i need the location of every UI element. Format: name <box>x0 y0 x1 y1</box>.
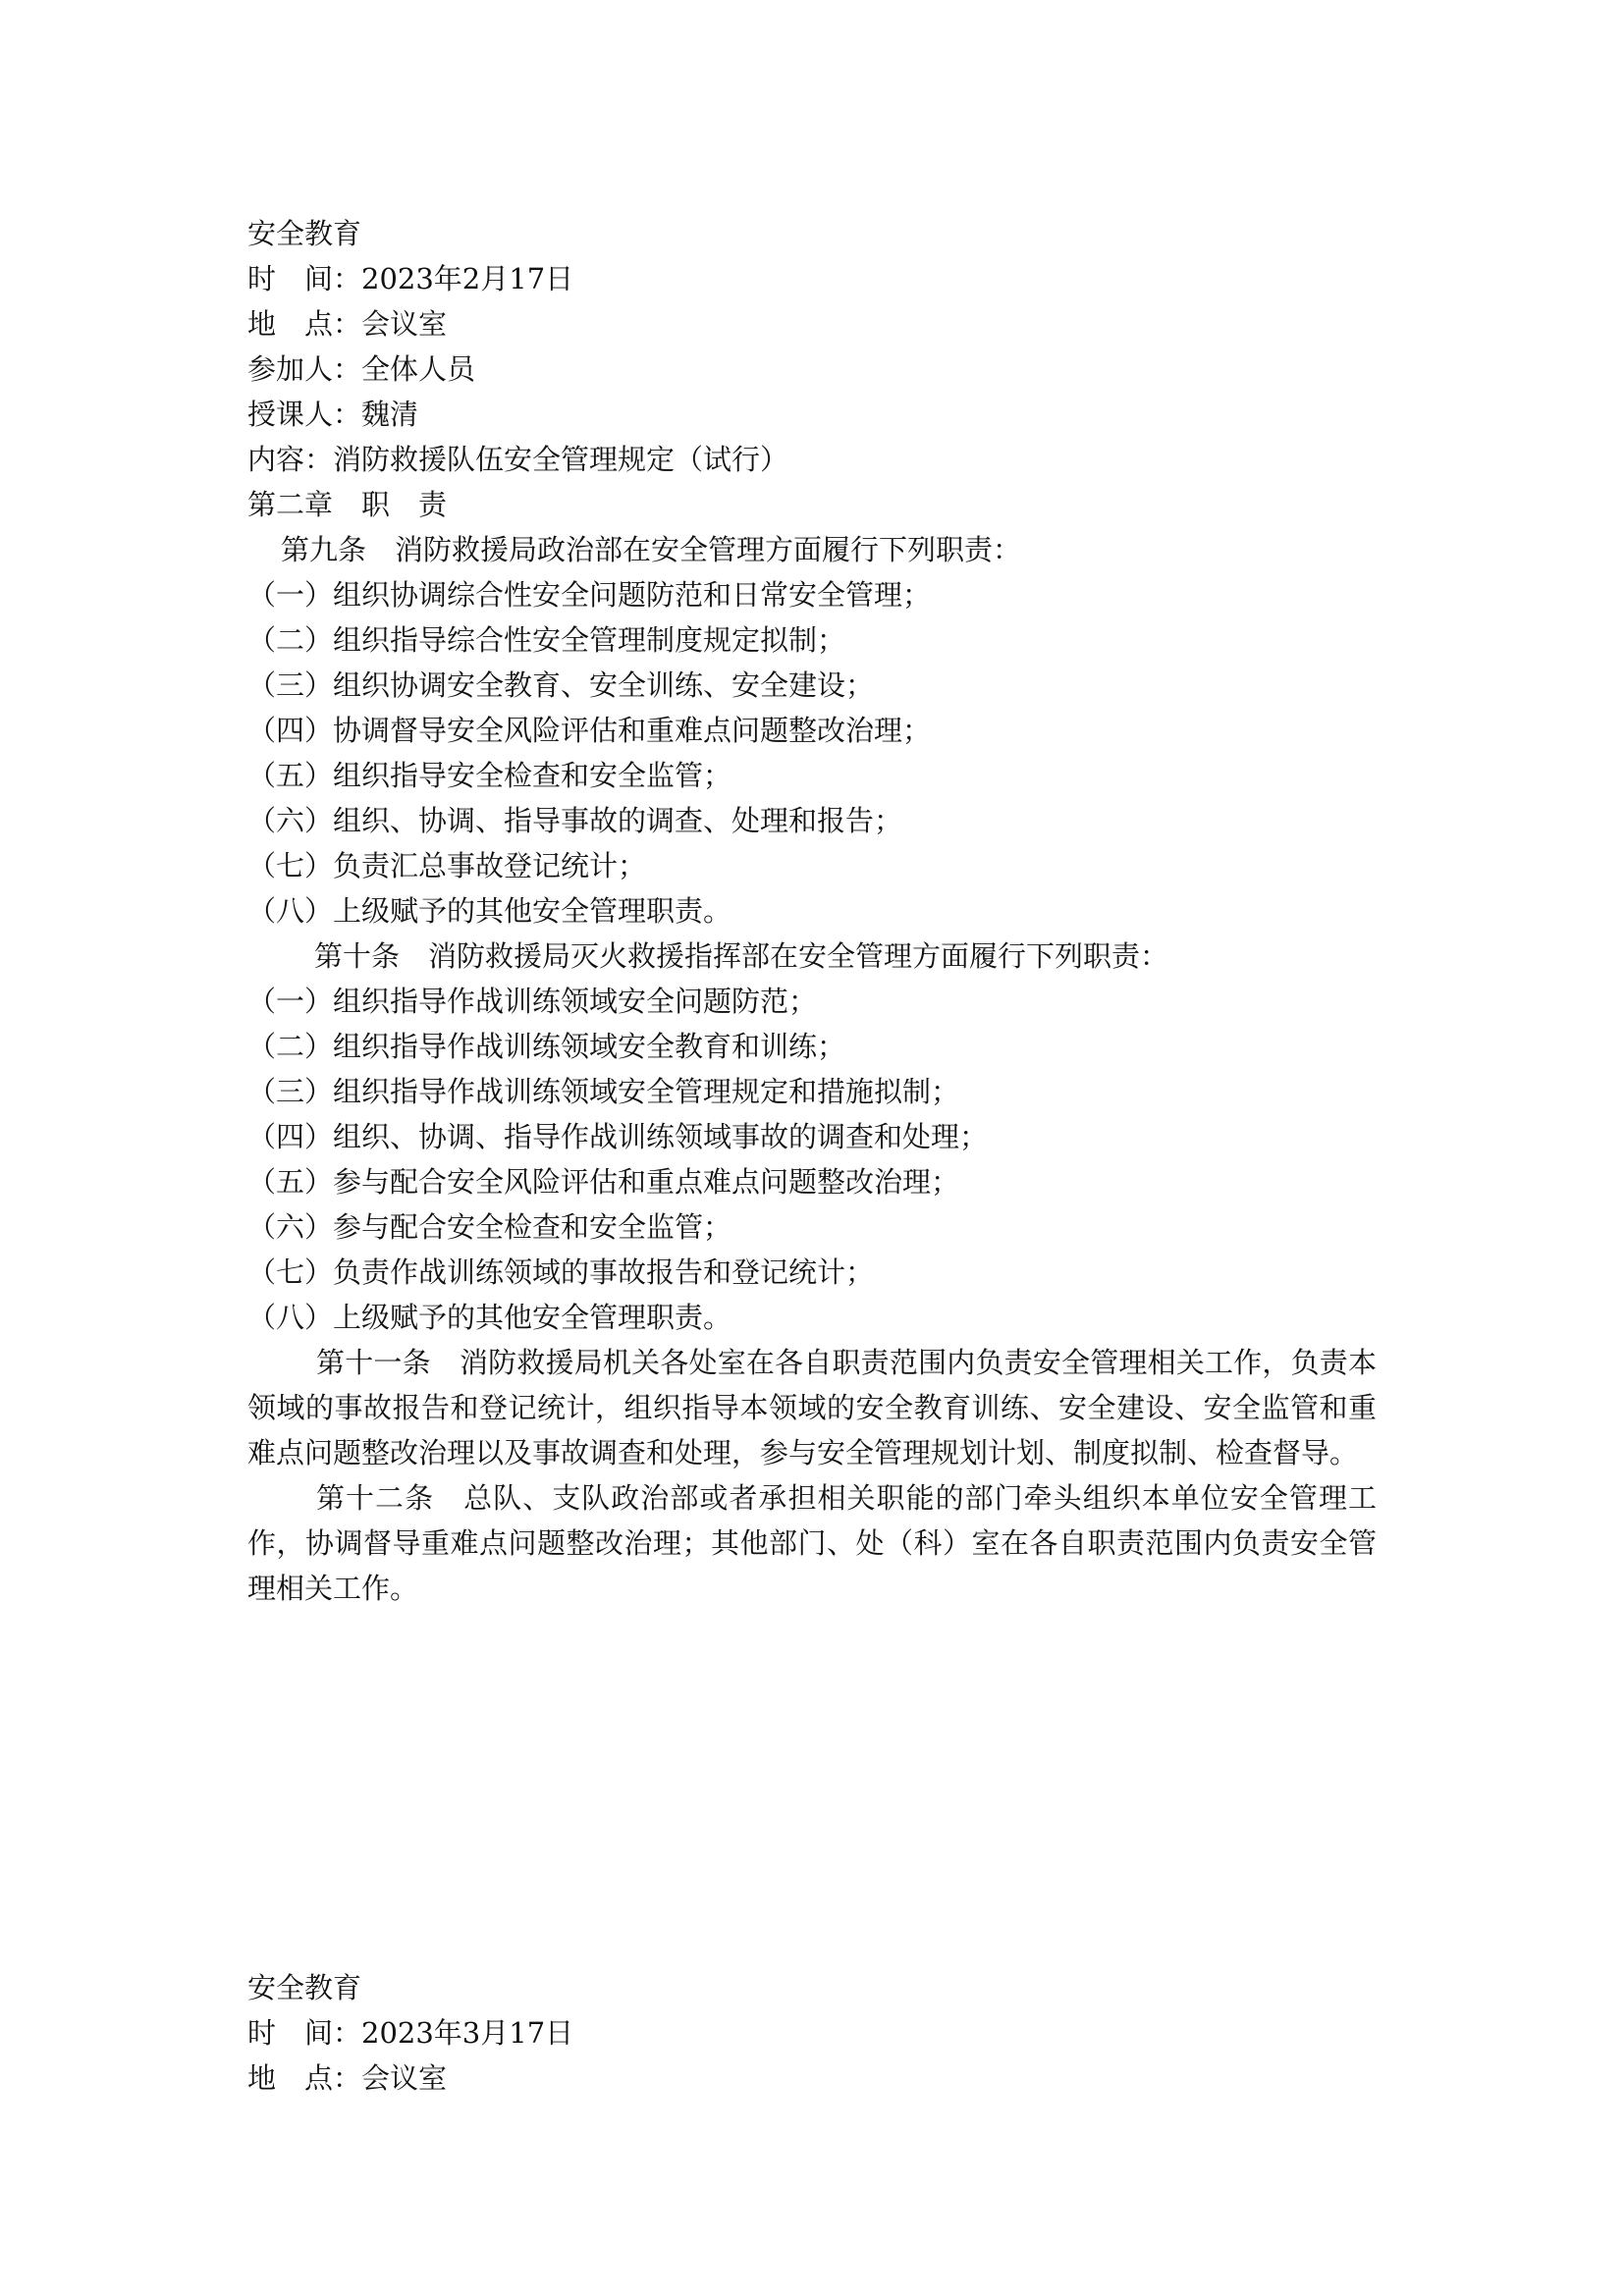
article-10-item: （六）参与配合安全检查和安全监管； <box>247 1210 732 1244</box>
record-title: 安全教育 <box>247 1971 362 2004</box>
article-12: 第十二条 总队、支队政治部或者承担相关职能的部门牵头组织本单位安全管理工作，协调督导重难点问题整改治理；其他部门、处（科）室在各自职责范围内负责安全管理相关工作。 <box>247 1481 1377 1605</box>
record-1 <box>247 211 1377 1611</box>
article-9-item: （七）负责汇总事故登记统计； <box>247 849 647 882</box>
article-10-item: （三）组织指导作战训练领域安全管理规定和措施拟制； <box>247 1075 960 1108</box>
record-place: 地 点：会议室 <box>247 2061 448 2095</box>
article-9-heading: 第九条 消防救援局政治部在安全管理方面履行下列职责： <box>281 533 1022 566</box>
article-9-item: （八）上级赋予的其他安全管理职责。 <box>247 894 732 928</box>
chapter-heading: 第二章 职 责 <box>247 488 448 521</box>
article-9-item: （六）组织、协调、指导事故的调查、处理和报告； <box>247 804 903 837</box>
article-9-item: （五）组织指导安全检查和安全监管； <box>247 759 732 792</box>
record-lecturer: 授课人：魏清 <box>247 398 419 431</box>
article-10-item: （一）组织指导作战训练领域安全问题防范； <box>247 985 818 1018</box>
article-10-item: （七）负责作战训练领域的事故报告和登记统计； <box>247 1255 875 1289</box>
article-9-item: （三）组织协调安全教育、安全训练、安全建设； <box>247 668 875 702</box>
record-2 <box>247 1965 1377 2101</box>
record-time: 时 间：2023年3月17日 <box>247 2016 574 2050</box>
article-10-heading: 第十条 消防救援局灭火救援指挥部在安全管理方面履行下列职责： <box>314 939 1169 973</box>
record-content: 内容：消防救援队伍安全管理规定（试行） <box>247 443 789 476</box>
article-10-item: （五）参与配合安全风险评估和重点难点问题整改治理； <box>247 1165 960 1199</box>
article-10-item: （四）组织、协调、指导作战训练领域事故的调查和处理； <box>247 1120 989 1153</box>
article-10-item: （二）组织指导作战训练领域安全教育和训练； <box>247 1030 846 1063</box>
article-11: 第十一条 消防救援局机关各处室在各自职责范围内负责安全管理相关工作，负责本领域的事故报告和登记统计，组织指导本领域的安全教育训练、安全建设、安全监管和重难点问题整改治理以及事故调查和处理，参与安全管理规划计划、制度拟制、检查督导。 <box>247 1346 1377 1469</box>
record-participants: 参加人：全体人员 <box>247 352 476 386</box>
record-place: 地 点：会议室 <box>247 307 448 341</box>
article-10-item: （八）上级赋予的其他安全管理职责。 <box>247 1301 732 1334</box>
article-9-item: （四）协调督导安全风险评估和重难点问题整改治理； <box>247 714 932 747</box>
article-9-item: （二）组织指导综合性安全管理制度规定拟制； <box>247 623 846 657</box>
article-9-item: （一）组织协调综合性安全问题防范和日常安全管理； <box>247 578 932 612</box>
record-time: 时 间：2023年2月17日 <box>247 262 574 295</box>
record-title: 安全教育 <box>247 217 362 250</box>
